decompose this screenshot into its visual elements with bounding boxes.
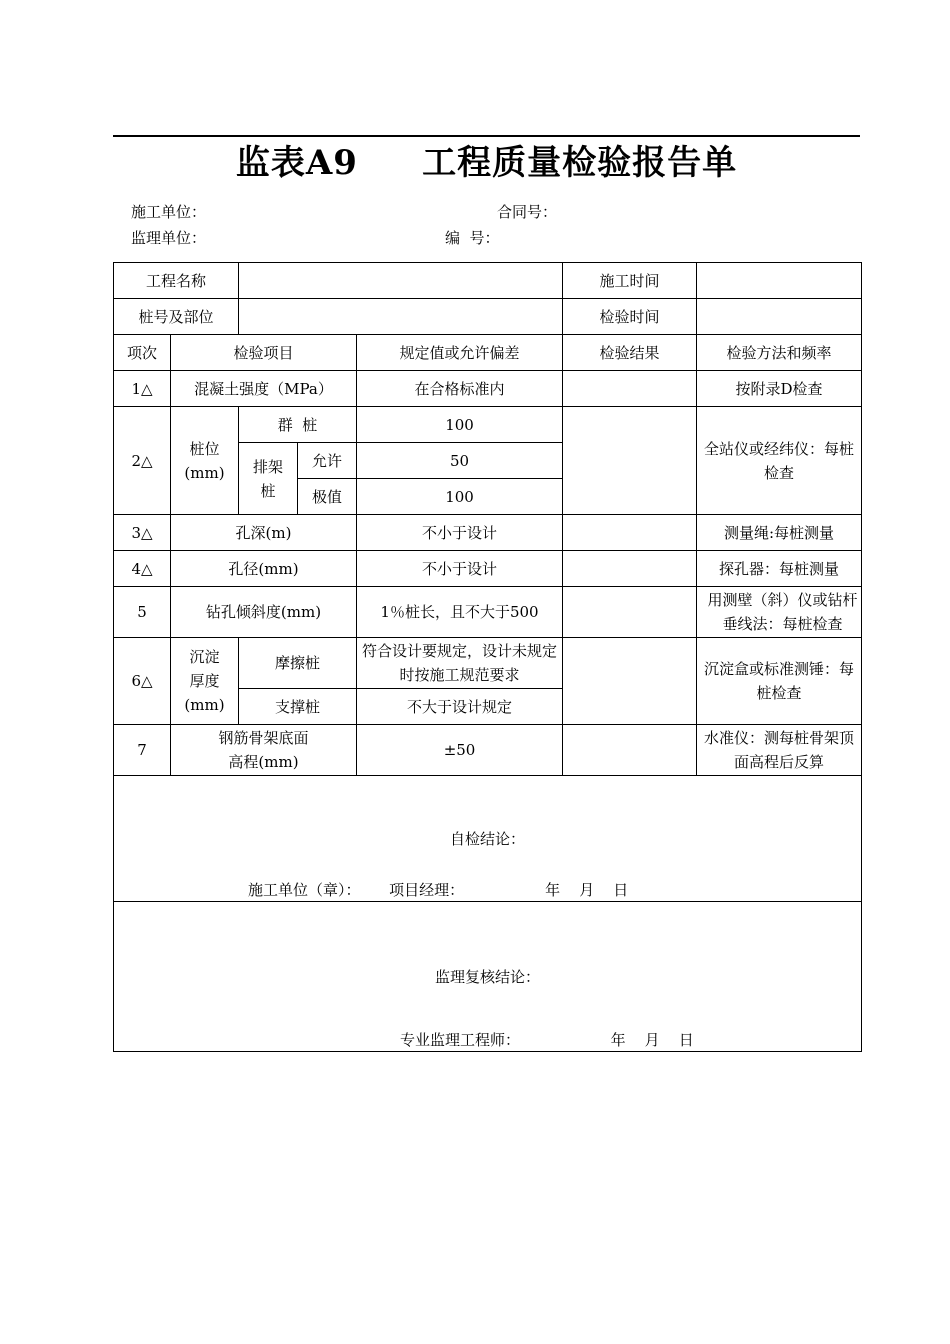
- row-6-result[interactable]: [563, 638, 697, 725]
- row-2-limit: 极值: [298, 479, 357, 515]
- row-3-item: 孔深(m): [171, 515, 357, 551]
- table-row: [114, 407, 862, 443]
- row-2-item: 桩位 (mm): [171, 407, 239, 515]
- row-3-spec: 不小于设计: [357, 515, 563, 551]
- self-check-label: 自检结论：: [450, 829, 526, 848]
- page-title: 监表A9 工程质量检验报告单: [235, 143, 738, 183]
- row-1-no: 1△: [114, 371, 171, 407]
- supervision-check-row: [114, 902, 862, 1052]
- row-3-method: 测量绳:每桩测量: [697, 515, 862, 551]
- row-2-allow-value: 50: [357, 443, 563, 479]
- row-2-allow: 允许: [298, 443, 357, 479]
- contract-no-label: 合同号：: [497, 203, 558, 221]
- project-name-field[interactable]: [239, 263, 563, 299]
- col-method: 检验方法和频率: [697, 335, 862, 371]
- row-2-bent-pile: 排架 桩: [239, 443, 298, 515]
- row-6-bearing-pile: 支撑桩: [239, 689, 357, 725]
- project-name-row: [114, 263, 862, 299]
- row-1-spec: 在合格标准内: [357, 371, 563, 407]
- row-6-friction-pile: 摩擦桩: [239, 638, 357, 689]
- row-1-item: 混凝土强度（MPa）: [171, 371, 357, 407]
- row-1-result[interactable]: [563, 371, 697, 407]
- row-7-spec: ±50: [357, 725, 563, 776]
- self-check-signature: 施工单位（章）： 项目经理： 年 月 日: [248, 881, 629, 899]
- construction-time-field[interactable]: [697, 263, 862, 299]
- table-row: [114, 515, 862, 551]
- row-6-item: 沉淀 厚度 (mm): [171, 638, 239, 725]
- row-7-item: 钢筋骨架底面 高程(mm): [171, 725, 357, 776]
- row-7-method: 水准仪：测每桩骨架顶面高程后反算: [697, 725, 862, 776]
- project-name-label: 工程名称: [114, 263, 239, 299]
- row-4-method: 探孔器：每桩测量: [697, 551, 862, 587]
- table-row: [114, 551, 862, 587]
- row-7-result[interactable]: [563, 725, 697, 776]
- supervision-check-cell[interactable]: [114, 902, 862, 1052]
- row-6-friction-spec: 符合设计要规定，设计未规定时按施工规范要求: [357, 638, 563, 689]
- table-row: [114, 725, 862, 776]
- row-4-item: 孔径(mm): [171, 551, 357, 587]
- pile-location-label: 桩号及部位: [114, 299, 239, 335]
- row-2-method: 全站仪或经纬仪：每桩检查: [697, 407, 862, 515]
- row-7-no: 7: [114, 725, 171, 776]
- inspection-table: [113, 262, 862, 1052]
- row-6-no: 6△: [114, 638, 171, 725]
- table-row: [114, 638, 862, 689]
- row-5-spec: 1％桩长，且不大于500: [357, 587, 563, 638]
- serial-no-label: 编 号：: [445, 229, 500, 247]
- column-header-row: [114, 335, 862, 371]
- col-result: 检验结果: [563, 335, 697, 371]
- col-spec-value: 规定值或允许偏差: [357, 335, 563, 371]
- supervision-unit-label: 监理单位：: [131, 229, 207, 247]
- inspection-time-field[interactable]: [697, 299, 862, 335]
- row-5-result[interactable]: [563, 587, 697, 638]
- title-rule: [113, 135, 860, 137]
- pile-location-field[interactable]: [239, 299, 563, 335]
- col-item-no: 项次: [114, 335, 171, 371]
- row-2-group-value: 100: [357, 407, 563, 443]
- row-2-limit-value: 100: [357, 479, 563, 515]
- row-5-method: 用测壁（斜）仪或钻杆垂线法：每桩检查: [697, 587, 862, 638]
- row-6-bearing-spec: 不大于设计规定: [357, 689, 563, 725]
- row-2-result[interactable]: [563, 407, 697, 515]
- row-4-no: 4△: [114, 551, 171, 587]
- row-4-spec: 不小于设计: [357, 551, 563, 587]
- table-row: [114, 371, 862, 407]
- col-inspection-item: 检验项目: [171, 335, 357, 371]
- construction-unit-label: 施工单位：: [131, 203, 207, 221]
- row-4-result[interactable]: [563, 551, 697, 587]
- supervision-signature: 专业监理工程师： 年 月 日: [400, 1031, 694, 1049]
- inspection-time-label: 检验时间: [563, 299, 697, 335]
- row-5-item: 钻孔倾斜度(mm): [171, 587, 357, 638]
- row-3-result[interactable]: [563, 515, 697, 551]
- table-row: [114, 587, 862, 638]
- row-2-no: 2△: [114, 407, 171, 515]
- construction-time-label: 施工时间: [563, 263, 697, 299]
- row-5-no: 5: [114, 587, 171, 638]
- supervision-check-label: 监理复核结论：: [435, 967, 541, 986]
- row-1-method: 按附录D检查: [697, 371, 862, 407]
- row-3-no: 3△: [114, 515, 171, 551]
- row-2-group-pile: 群 桩: [239, 407, 357, 443]
- row-6-method: 沉淀盒或标准测锤：每桩检查: [697, 638, 862, 725]
- pile-location-row: [114, 299, 862, 335]
